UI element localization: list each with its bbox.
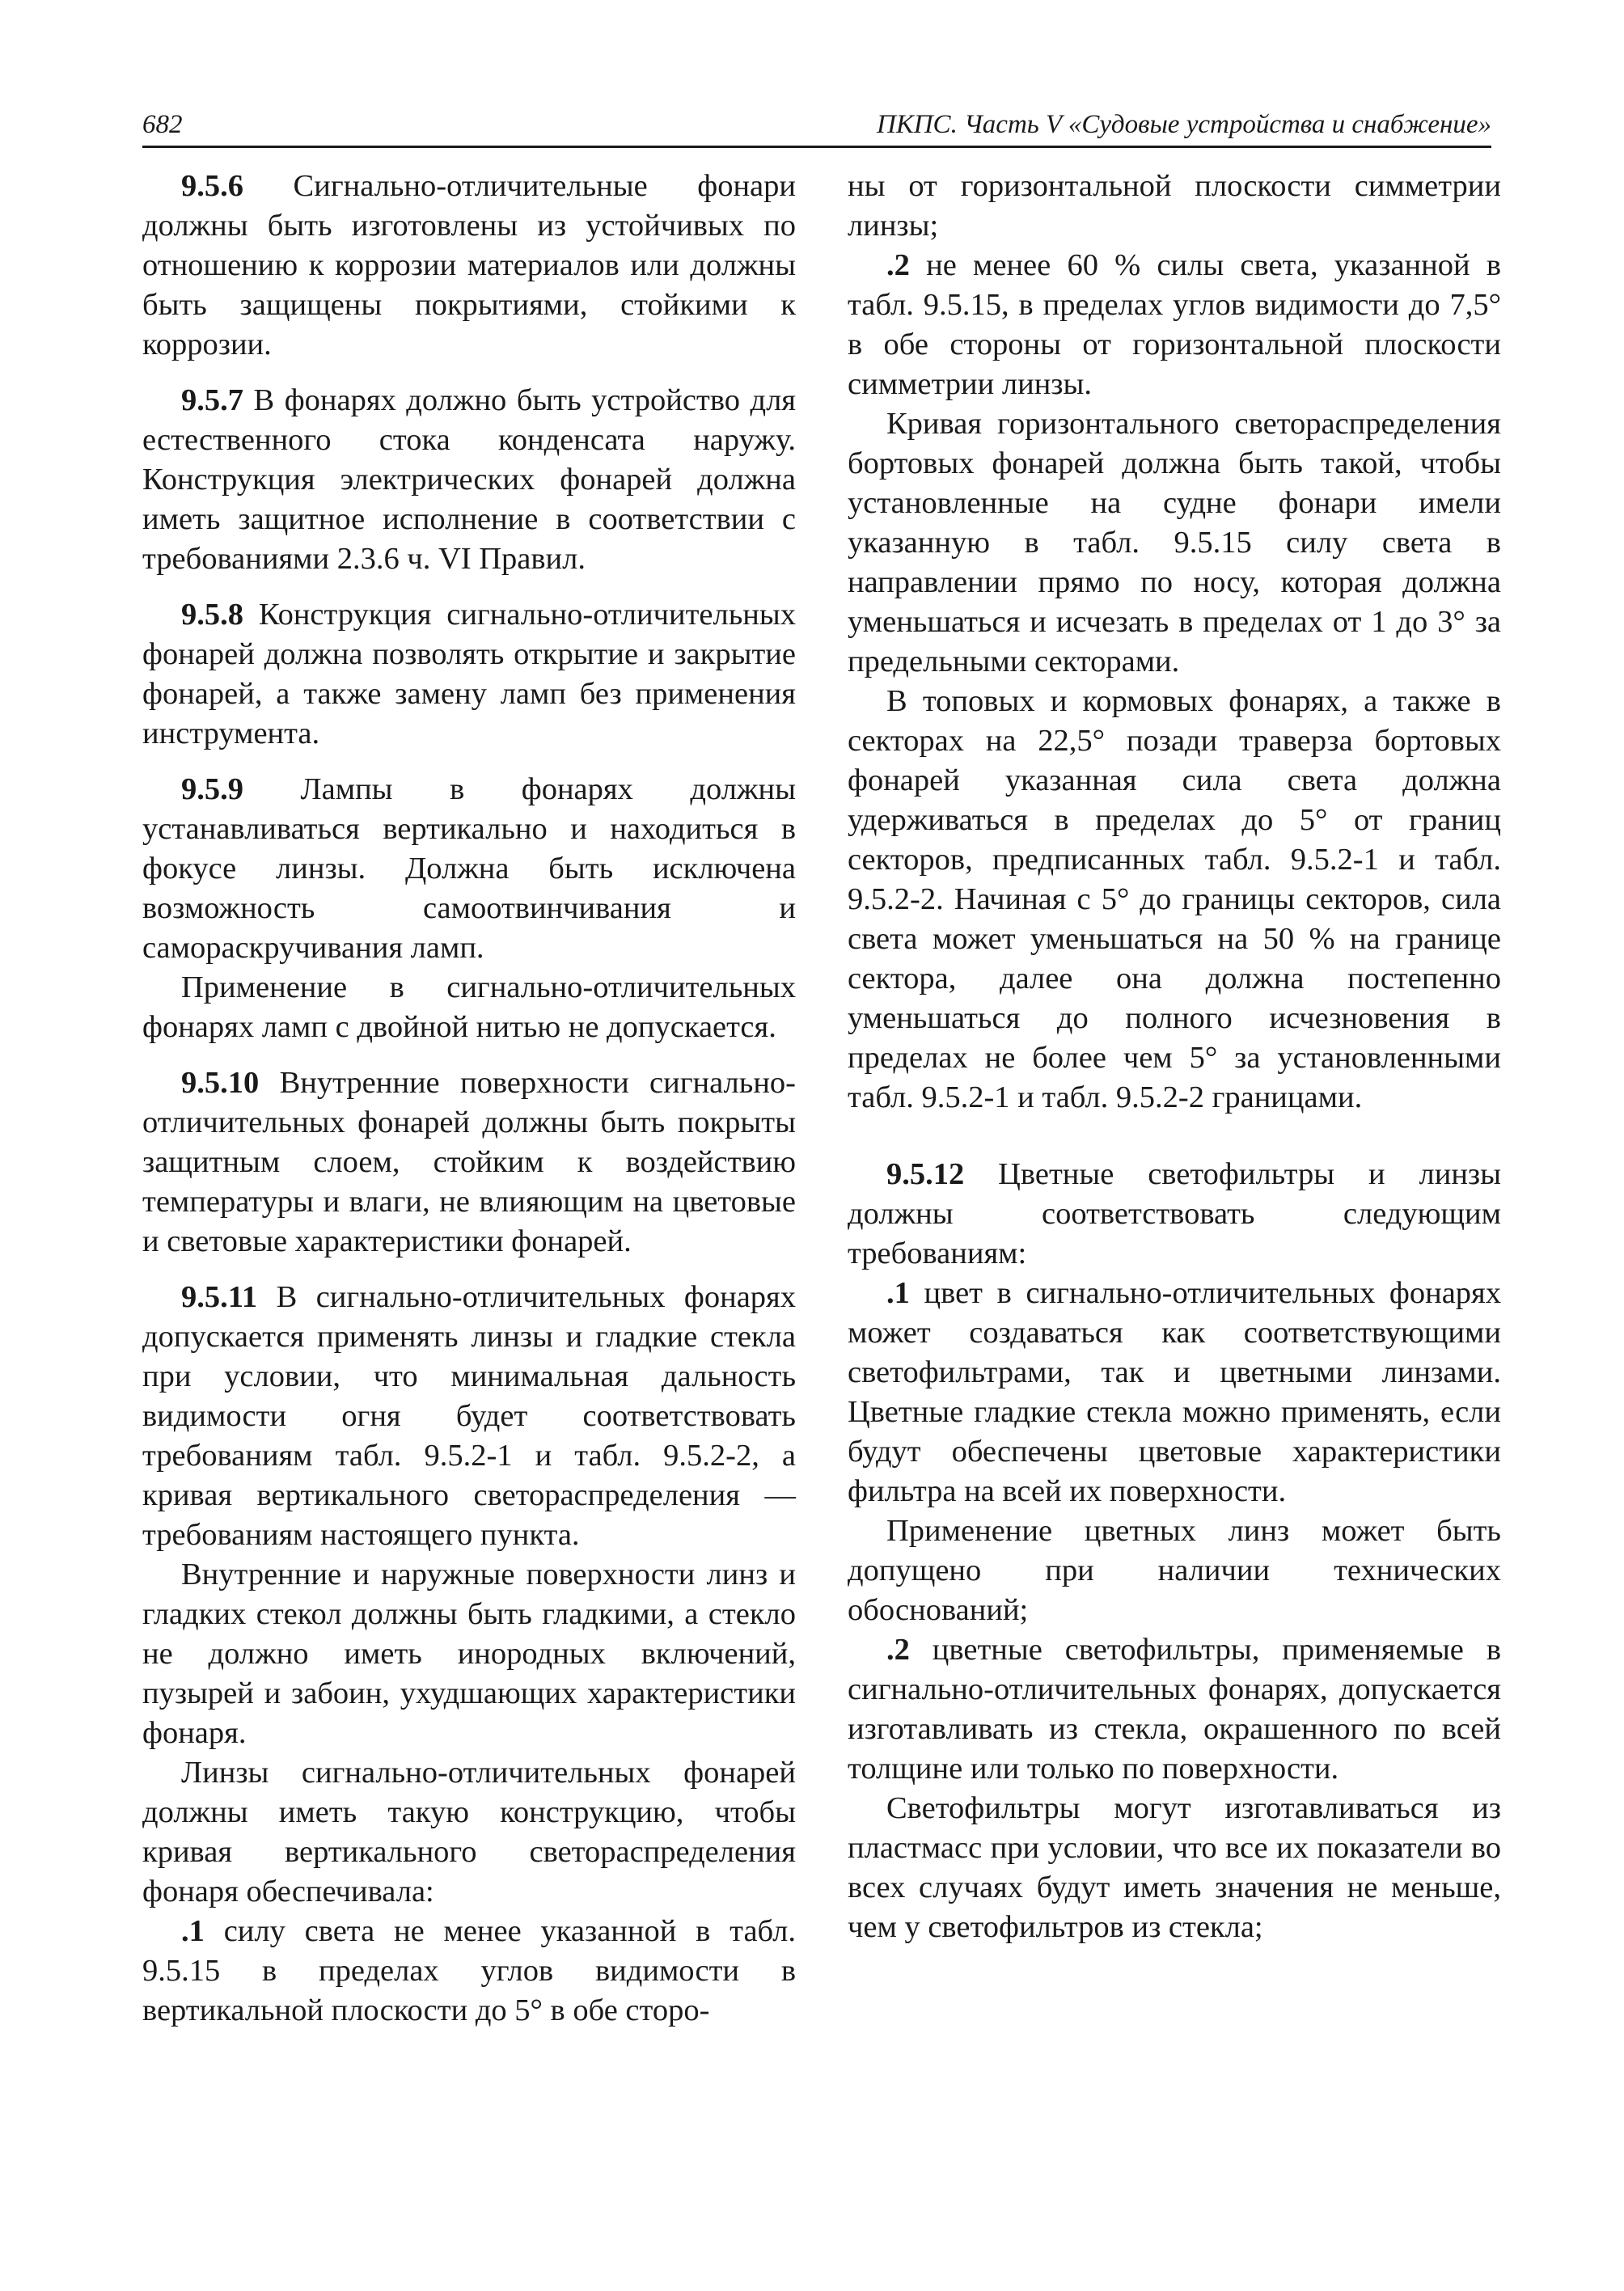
clause-number: 9.5.11 (181, 1280, 258, 1314)
left-column (142, 167, 796, 2031)
list-item-2 (848, 1630, 1501, 1789)
clause-text: В фонарях должно быть устройство для естественного стока конденсата наружу. Конструкция электрических фонарей должна иметь защитное исполнение в соответствии с требованиями 2.3.6 ч. VI Правил. (142, 383, 796, 576)
right-column (848, 167, 1501, 1947)
clause-text: Цветные светофильтры и линзы должны соответствовать следующим требованиям: (848, 1157, 1501, 1270)
paragraph: Линзы сигнально-отличительных фонарей должны иметь такую конструкцию, чтобы кривая вертикального светораспределения фонаря обеспечивала: (142, 1756, 796, 1908)
paragraph: Применение в сигнально-отличительных фонарях ламп с двойной нитью не допускается. (142, 970, 796, 1044)
clause-number: 9.5.8 (181, 598, 243, 632)
clause-9-5-6 (142, 167, 796, 365)
item-number: .2 (886, 1633, 910, 1667)
item-number: .2 (886, 248, 910, 282)
paragraph: Внутренние и наружные поверхности линз и гладких стекол должны быть гладкими, а стекло не должно иметь инородных включений, пузырей и забоин, ухудшающих характеристики фонаря. (142, 1558, 796, 1750)
clause-9-5-7 (142, 381, 796, 579)
clause-number: 9.5.12 (886, 1157, 965, 1191)
item-number: .1 (886, 1276, 910, 1310)
clause-text: Сигнально-отличительные фонари должны быть изготовлены из устойчивых по отношению к коррозии материалов или должны быть защищены покрытиями, стойкими к коррозии. (142, 169, 796, 361)
item-text: не менее 60 % силы света, указанной в табл. 9.5.15, в пределах углов видимости до 7,5° в обе стороны от горизонтальной плоскости симметрии линзы. (848, 248, 1501, 401)
running-title: ПКПС. Часть V «Судовые устройства и снабжение» (876, 110, 1491, 139)
list-item-1 (848, 1274, 1501, 1511)
clause-9-5-12 (848, 1155, 1501, 1274)
paragraph: Светофильтры могут изготавливаться из пластмасс при условии, что все их показатели во всех случаях будут иметь значения не меньше, чем у светофильтров из стекла; (848, 1791, 1501, 1944)
clause-number: 9.5.10 (181, 1066, 260, 1100)
list-item-1 (142, 1912, 796, 2031)
clause-text: Лампы в фонарях должны устанавливаться вертикально и находиться в фокусе линзы. Должна быть исключена возможность самоотвинчивания и самораскручивания ламп. (142, 772, 796, 965)
paragraph: Применение цветных линз может быть допущено при наличии технических обоснований; (848, 1514, 1501, 1627)
clause-number: 9.5.9 (181, 772, 243, 806)
clause-9-5-8 (142, 595, 796, 754)
list-item-2 (848, 246, 1501, 404)
page-number: 682 (142, 110, 183, 139)
clause-9-5-9 (142, 770, 796, 968)
item-text: цвет в сигнально-отличительных фонарях может создаваться как соответствующими светофильтрами, так и цветными линзами. Цветные гладкие стекла можно применять, если будут обеспечены цветовые характеристики фильтра на всей их поверхности. (848, 1276, 1501, 1508)
item-text: цветные светофильтры, применяемые в сигнально-отличительных фонарях, допускается изготавливать из стекла, окрашенного по всей толщине или только по поверхности. (848, 1633, 1501, 1786)
clause-number: 9.5.7 (181, 383, 243, 417)
clause-text: В сигнально-отличительных фонарях допускается применять линзы и гладкие стекла при условии, что минимальная дальность видимости огня будет соответствовать требованиям табл. 9.5.2-1 и табл. 9.5.2-2, а кривая вертикального светораспределения — требованиям настоящего пункта. (142, 1280, 796, 1552)
paragraph: В топовых и кормовых фонарях, а также в секторах на 22,5° позади траверза бортовых фонарей указанная сила света должна удерживаться в пределах до 5° от границ секторов, предписанных табл. 9.5.2-1 и табл. 9.5.2-2. Начиная с 5° до границы секторов, сила света может уменьшаться на 50 % на границе сектора, далее она должна постепенно уменьшаться до полного исчезновения в пределах не более чем 5° за установленными табл. 9.5.2-1 и табл. 9.5.2-2 границами. (848, 684, 1501, 1114)
item-number: .1 (181, 1914, 205, 1948)
clause-text: Конструкция сигнально-отличительных фонарей должна позволять открытие и закрытие фонарей, а также замену ламп без применения инструмента. (142, 598, 796, 750)
clause-9-5-10 (142, 1063, 796, 1262)
running-header (142, 104, 1491, 148)
item-text: силу света не менее указанной в табл. 9.5.15 в пределах углов видимости в вертикальной плоскости до 5° в обе сторо- (142, 1914, 796, 2027)
paragraph: Кривая горизонтального светораспределения бортовых фонарей должна быть такой, чтобы установленные на судне фонари имели указанную в табл. 9.5.15 силу света в направлении прямо по носу, которая должна уменьшаться и исчезать в пределах от 1 до 3° за предельными секторами. (848, 407, 1501, 678)
paragraph-continuation: ны от горизонтальной плоскости симметрии линзы; (848, 169, 1501, 243)
clause-text: Внутренние поверхности сигнально-отличительных фонарей должны быть покрыты защитным слоем, стойким к воздействию температуры и влаги, не влияющим на цветовые и световые характеристики фонарей. (142, 1066, 796, 1258)
clause-9-5-11 (142, 1278, 796, 1555)
clause-number: 9.5.6 (181, 169, 243, 203)
